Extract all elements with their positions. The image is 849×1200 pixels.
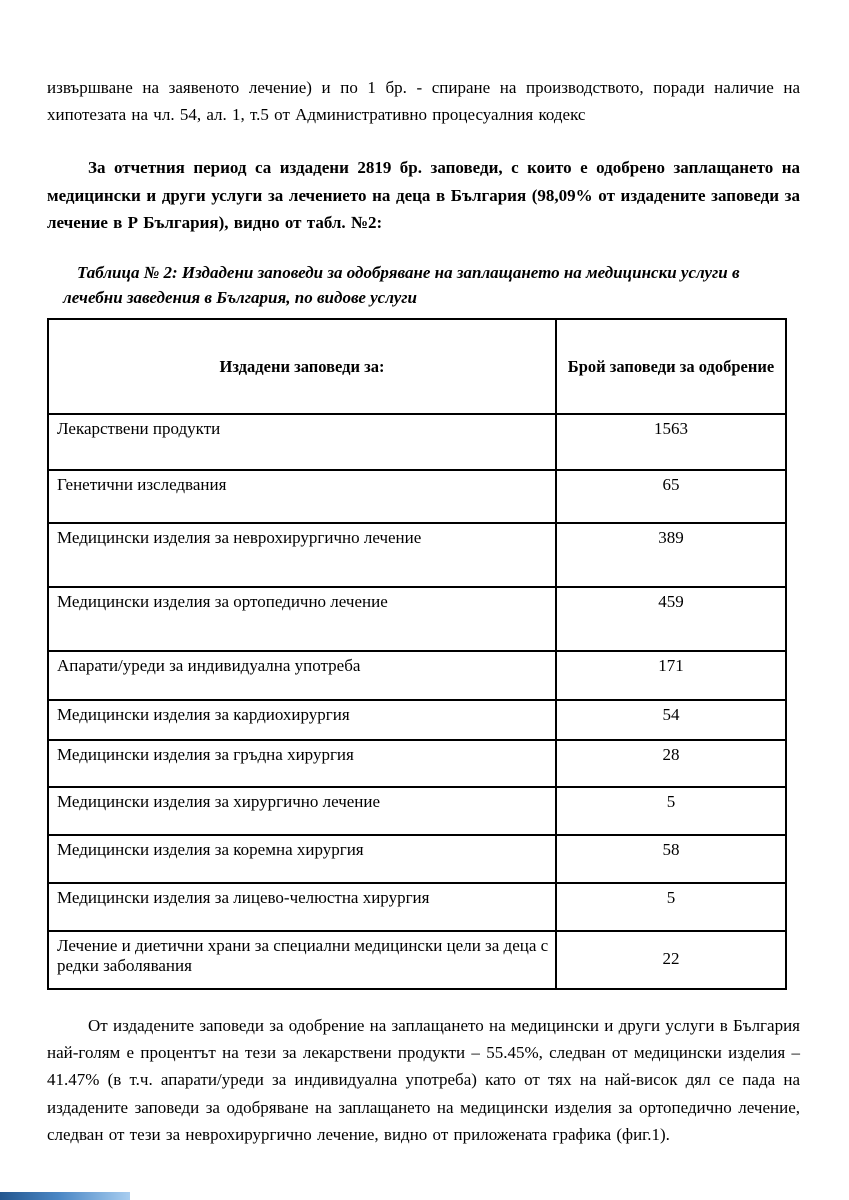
table-row [48, 787, 786, 835]
service-cell: Медицински изделия за коремна хирургия [48, 835, 556, 883]
count-cell: 54 [556, 700, 786, 740]
service-cell: Медицински изделия за лицево-челюстна хирургия [48, 883, 556, 931]
column-header-service: Издадени заповеди за: [48, 319, 556, 414]
orders-table [47, 318, 787, 990]
service-cell: Лекарствени продукти [48, 414, 556, 470]
count-cell: 28 [556, 740, 786, 787]
count-cell: 5 [556, 787, 786, 835]
table-row [48, 470, 786, 523]
count-cell: 1563 [556, 414, 786, 470]
table-row [48, 651, 786, 700]
table-row [48, 523, 786, 587]
table-row [48, 835, 786, 883]
orders-table-body [48, 414, 786, 989]
table-row [48, 414, 786, 470]
service-cell: Медицински изделия за хирургично лечение [48, 787, 556, 835]
column-header-count: Брой заповеди за одобрение [556, 319, 786, 414]
count-cell: 58 [556, 835, 786, 883]
paragraph-continuation: извършване на заявеното лечение) и по 1 бр. - спиране на производството, поради наличие на хипотезата на чл. 54, ал. 1, т.5 от Административно процесуалния кодекс [47, 78, 800, 125]
service-cell: Генетични изследвания [48, 470, 556, 523]
service-cell: Апарати/уреди за индивидуална употреба [48, 651, 556, 700]
service-cell: Медицински изделия за неврохирургично лечение [48, 523, 556, 587]
orders-table-head [48, 319, 786, 414]
paragraph-summary: За отчетния период са издадени 2819 бр. заповеди, с които е одобрено заплащането на медицински и други услуги за лечението на деца в България (98,09% от издадените заповеди за лечение в Р България), видно от табл. №2: [47, 158, 800, 232]
service-cell: Медицински изделия за кардиохирургия [48, 700, 556, 740]
table-row [48, 931, 786, 989]
table-row [48, 700, 786, 740]
table-row [48, 740, 786, 787]
count-cell: 171 [556, 651, 786, 700]
bottom-left-progress-bar [0, 1192, 130, 1200]
table-row [48, 883, 786, 931]
count-cell: 65 [556, 470, 786, 523]
service-cell: Лечение и диетични храни за специални медицински цели за деца с редки заболявания [48, 931, 556, 989]
table-header-row [48, 319, 786, 414]
count-cell: 5 [556, 883, 786, 931]
count-cell: 459 [556, 587, 786, 651]
service-cell: Медицински изделия за ортопедично лечение [48, 587, 556, 651]
count-cell: 22 [556, 931, 786, 989]
paragraph-analysis: От издадените заповеди за одобрение на заплащането на медицински и други услуги в България най-голям е процентът на тези за лекарствени продукти – 55.45%, следван от медицински изделия – 41.47% (в т.ч. апарати/уреди за индивидуална употреба) като от тях на най-висок дял се пада на издадените заповеди за одобряване на заплащането на медицински изделия за ортопедично лечение, следван от тези за неврохирургично лечение, видно от приложената графика (фиг.1). [47, 1016, 800, 1144]
table-caption: Таблица № 2: Издадени заповеди за одобряване на заплащането на медицински услуги в лечебни заведения в България, по видове услуги [63, 263, 740, 308]
table-row [48, 587, 786, 651]
count-cell: 389 [556, 523, 786, 587]
service-cell: Медицински изделия за гръдна хирургия [48, 740, 556, 787]
